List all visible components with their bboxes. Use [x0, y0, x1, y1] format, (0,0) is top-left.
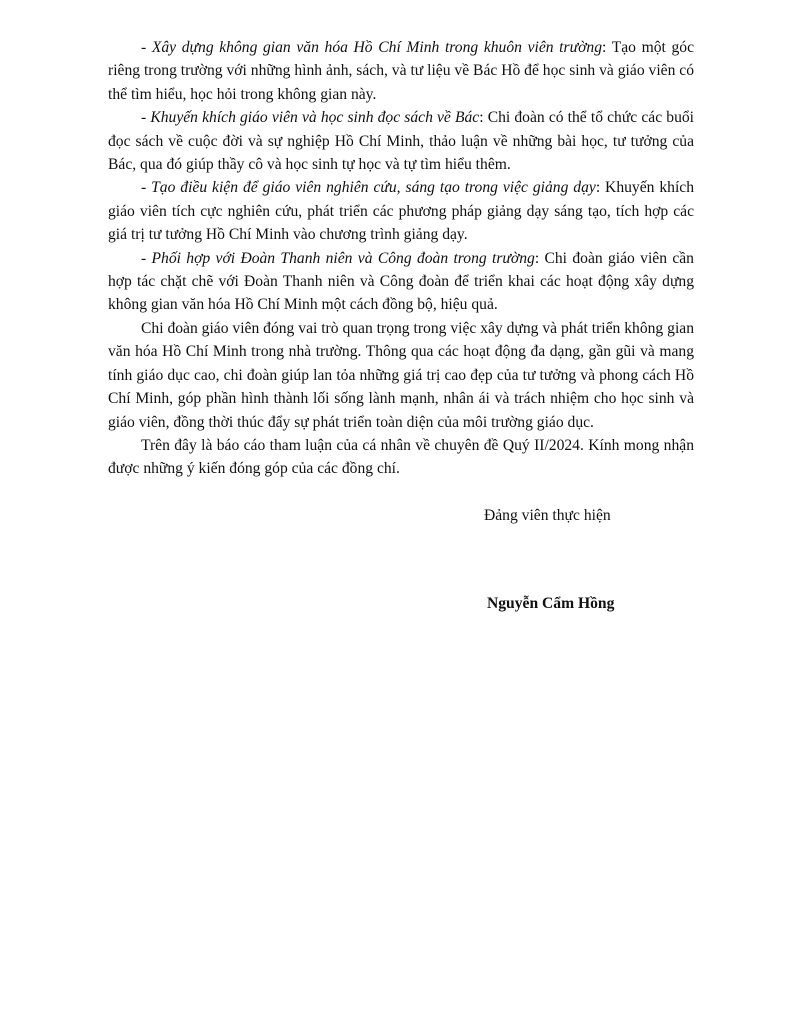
bullet-lead: - Xây dựng không gian văn hóa Hồ Chí Minh trong khuôn viên trường [141, 39, 603, 56]
document-body [108, 36, 694, 481]
bullet-paragraph-reading [108, 106, 694, 176]
bullet-body: : Chi đoàn có thể tổ chức các buổi đọc sách về cuộc đời và sự nghiệp Hồ Chí Minh, thảo luận về những bài học, tư tưởng của Bác, qua đó giúp thầy cô và học sinh tự học và tự tìm hiểu thêm. [108, 109, 694, 174]
bullet-body: : Khuyến khích giáo viên tích cực nghiên cứu, phát triển các phương pháp giảng dạy sáng tạo, tích hợp các giá trị tư tưởng Hồ Chí Minh vào chương trình giảng dạy. [108, 179, 694, 244]
bullet-lead: - Phối hợp với Đoàn Thanh niên và Công đoàn trong trường [141, 249, 535, 267]
conclusion-paragraph: Chi đoàn giáo viên đóng vai trò quan trọng trong việc xây dựng và phát triển không gian văn hóa Hồ Chí Minh trong nhà trường. Thông qua các hoạt động đa dạng, gần gũi và mang tính giáo dục cao, chi đoàn giúp lan tỏa những giá trị cao đẹp của tư tưởng và phong cách Hồ Chí Minh, góp phần hình thành lối sống lành mạnh, nhân ái và trách nhiệm cho học sinh và giáo viên, đồng thời thúc đẩy sự phát triển toàn diện của môi trường giáo dục. [108, 319, 694, 431]
bullet-paragraph-teaching [108, 176, 694, 246]
bullet-body: : Chi đoàn giáo viên cần hợp tác chặt chẽ với Đoàn Thanh niên và Công đoàn để triển khai các hoạt động xây dựng không gian văn hóa Hồ Chí Minh một cách đồng bộ, hiệu quả. [108, 249, 694, 314]
bullet-paragraph-cooperation [108, 247, 694, 317]
bullet-lead: - Khuyến khích giáo viên và học sinh đọc sách về Bác [141, 109, 480, 127]
bullet-paragraph-space [108, 36, 694, 106]
bullet-lead: - Tạo điều kiện để giáo viên nghiên cứu, sáng tạo trong việc giảng dạy [141, 179, 596, 197]
closing-paragraph: Trên đây là báo cáo tham luận của cá nhân về chuyên đề Quý II/2024. Kính mong nhận được những ý kiến đóng góp của các đồng chí. [108, 436, 694, 478]
signer-title: Đảng viên thực hiện [484, 507, 611, 524]
bullet-body: : Tạo một góc riêng trong trường với những hình ảnh, sách, và tư liệu về Bác Hồ để học sinh và giáo viên có thể tìm hiểu, học hỏi trong không gian này. [108, 39, 695, 103]
signer-name: Nguyễn Cẩm Hồng [487, 595, 615, 612]
